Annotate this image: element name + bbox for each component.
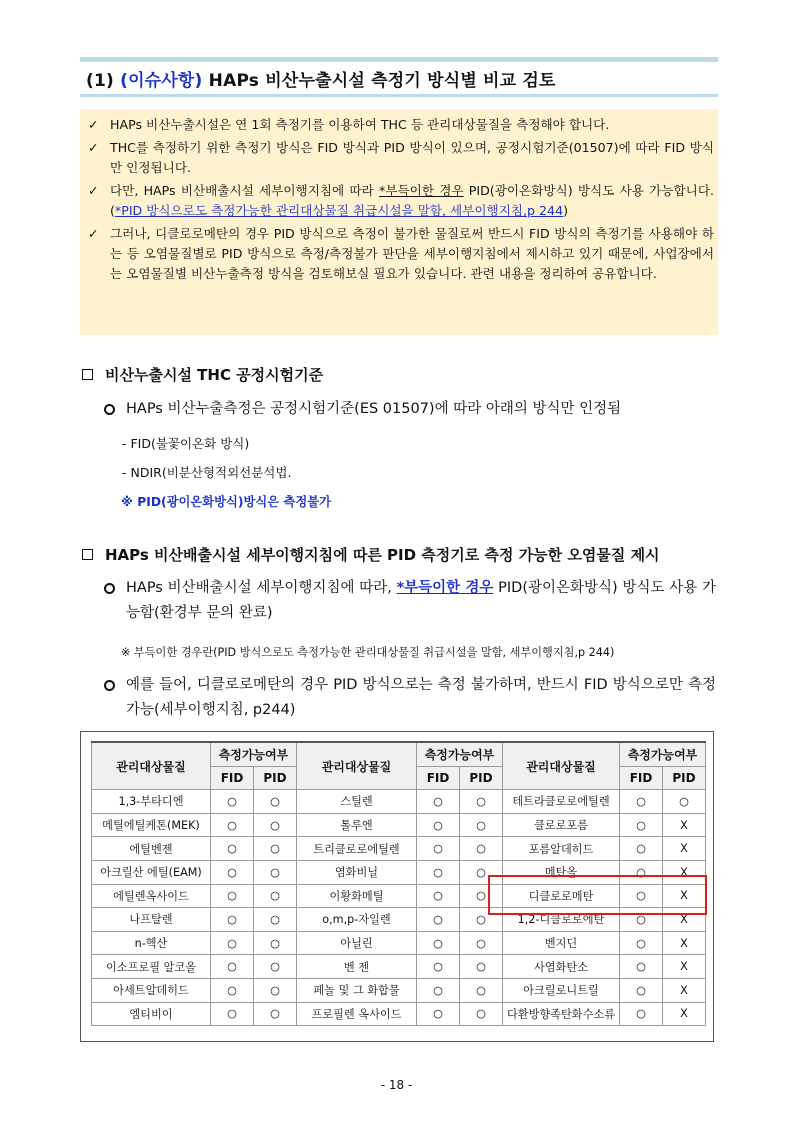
- table-row: [92, 790, 706, 814]
- fid-cell: ○: [211, 908, 254, 932]
- fid-cell: ○: [620, 860, 663, 884]
- substance-cell: 에틸렌옥사이드: [92, 884, 211, 908]
- pid-cell: ○: [460, 884, 503, 908]
- summary-item: [88, 224, 714, 284]
- col-header-pid: PID: [254, 766, 297, 790]
- bullet-text: 예를 들어, 디클로로메탄의 경우 PID 방식으로는 측정 불가하며, 반드시 FID 방식으로만 측정 가능(세부이행지침, p244): [126, 677, 716, 718]
- substance-cell: n-헥산: [92, 931, 211, 955]
- pid-cell: ○: [254, 978, 297, 1002]
- fid-cell: ○: [211, 860, 254, 884]
- fid-cell: ○: [417, 908, 460, 932]
- unavoidable-case-link[interactable]: *부득이한 경우: [396, 580, 494, 596]
- pid-cell: ○: [460, 813, 503, 837]
- dichloromethane-highlight-box: [488, 875, 707, 915]
- substance-cell: 아크릴로니트릴: [503, 978, 620, 1002]
- substance-cell: 스틸렌: [297, 790, 417, 814]
- pid-cell: ○: [254, 1002, 297, 1026]
- summary-text-part: 다만, HAPs 비산배출시설 세부이행지침에 따라: [110, 183, 380, 198]
- fid-cell: ○: [620, 955, 663, 979]
- check-icon: ✓: [88, 226, 99, 241]
- fid-cell: ○: [417, 813, 460, 837]
- summary-text: HAPs 비산누출시설은 연 1회 측정기를 이용하여 THC 등 관리대상물질을 측정해야 합니다.: [110, 117, 610, 132]
- substance-cell: 나프탈렌: [92, 908, 211, 932]
- table-row: [92, 813, 706, 837]
- pid-cell: ○: [460, 790, 503, 814]
- summary-item: [88, 138, 714, 178]
- fid-cell: ○: [620, 837, 663, 861]
- unavoidable-case-term: *부득이한 경우: [379, 183, 464, 198]
- method-fid: - FID(불꽃이온화 방식): [122, 436, 250, 451]
- pid-cell: ○: [254, 908, 297, 932]
- bullet-text: HAPs 비산누출측정은 공정시험기준(ES 01507)에 따라 아래의 방식만 인정됨: [126, 401, 622, 417]
- fid-cell: ○: [620, 790, 663, 814]
- check-icon: ✓: [88, 140, 99, 155]
- col-header-fid: FID: [211, 766, 254, 790]
- table-row: [92, 837, 706, 861]
- substance-cell: 디클로로메탄: [503, 884, 620, 908]
- bullet-text-part: PID(광이온화방식) 방식도 사용 가능함(환경부 문의 완료): [126, 580, 716, 621]
- check-icon: ✓: [88, 183, 99, 198]
- pid-cell: ○: [254, 813, 297, 837]
- table-row: [92, 931, 706, 955]
- fid-cell: ○: [417, 1002, 460, 1026]
- substance-cell: 1,2-디클로로에탄: [503, 908, 620, 932]
- substance-cell: 이소프로필 알코올: [92, 955, 211, 979]
- col-header-pid: PID: [460, 766, 503, 790]
- pid-cell: X: [663, 1002, 706, 1026]
- substance-cell: 벤지딘: [503, 931, 620, 955]
- substance-cell: o,m,p-자일렌: [297, 908, 417, 932]
- pid-not-allowed-note: ※ PID(광이온화방식)방식은 측정불가: [121, 495, 331, 509]
- pid-definition-link[interactable]: *PID 방식으로도 측정가능한 관리대상물질 취급시설을 말함, 세부이행지침,p 244: [114, 203, 564, 218]
- unavoidable-case-note: ※ 부득이한 경우란(PID 방식으로도 측정가능한 관리대상물질 취급시설을 말함, 세부이행지침,p 244): [121, 646, 615, 659]
- pid-cell: ○: [663, 790, 706, 814]
- pid-cell: X: [663, 908, 706, 932]
- substance-cell: 메탄올: [503, 860, 620, 884]
- substance-cell: 클로로포름: [503, 813, 620, 837]
- fid-cell: ○: [620, 884, 663, 908]
- fid-cell: ○: [417, 790, 460, 814]
- summary-text-part: ): [563, 203, 569, 218]
- bullet-text: [126, 576, 716, 626]
- fid-cell: ○: [211, 1002, 254, 1026]
- fid-cell: ○: [417, 978, 460, 1002]
- fid-cell: ○: [211, 978, 254, 1002]
- summary-text: [110, 181, 714, 221]
- pid-cell: X: [663, 931, 706, 955]
- substance-cell: 에틸벤젠: [92, 837, 211, 861]
- col-header-substance: 관리대상물질: [503, 742, 620, 790]
- title-text: HAPs 비산누출시설 측정기 방식별 비교 검토: [208, 71, 556, 91]
- checkbox-square-icon: [82, 549, 93, 560]
- substance-cell: 다환방향족탄화수소류: [503, 1002, 620, 1026]
- pid-cell: X: [663, 837, 706, 861]
- pid-cell: ○: [460, 837, 503, 861]
- section-heading-thc: [82, 364, 323, 385]
- section2-bullet: [104, 673, 716, 723]
- fid-cell: ○: [620, 978, 663, 1002]
- pid-cell: ○: [254, 931, 297, 955]
- table-row: [92, 1002, 706, 1026]
- col-header-fid: FID: [620, 766, 663, 790]
- pid-cell: ○: [254, 860, 297, 884]
- circle-bullet-icon: [104, 680, 115, 691]
- fid-cell: ○: [211, 813, 254, 837]
- section2-bullet: [104, 576, 716, 626]
- page-title: [86, 66, 556, 91]
- summary-item: [88, 115, 714, 135]
- substance-cell: 아닐린: [297, 931, 417, 955]
- table-row: [92, 955, 706, 979]
- section-title: 비산누출시설 THC 공정시험기준: [105, 366, 324, 384]
- summary-text: THC를 측정하기 위한 측정기 방식은 FID 방식과 PID 방식이 있으며, 공정시험기준(01507)에 따라 FID 방식만 인정됩니다.: [110, 140, 714, 175]
- header-bar-bottom: [80, 94, 718, 97]
- col-header-measurable: 측정가능여부: [620, 742, 706, 766]
- summary-text: 그러나, 디클로로메탄의 경우 PID 방식으로 측정이 불가한 물질로써 반드시 FID 방식의 측정기를 사용해야 하는 등 오염물질별로 PID 방식으로 측정/측정불가 판단을 세부이행지침에서 제시하고 있기 때문에, 사업장에서는 오염물질별 비산누출측정 방식을 검토해보실 필요가 있습니다. 관련 내용을 정리하여 공유합니다.: [110, 226, 714, 281]
- substance-cell: 아세트알데히드: [92, 978, 211, 1002]
- section-title: HAPs 비산배출시설 세부이행지침에 따른 PID 측정기로 측정 가능한 오염물질 제시: [105, 546, 660, 564]
- fid-cell: ○: [211, 931, 254, 955]
- pid-cell: ○: [460, 931, 503, 955]
- pid-cell: X: [663, 955, 706, 979]
- title-issue-label: (이슈사항): [120, 71, 203, 91]
- fid-cell: ○: [417, 837, 460, 861]
- fid-cell: ○: [211, 837, 254, 861]
- col-header-substance: 관리대상물질: [297, 742, 417, 790]
- fid-cell: ○: [620, 813, 663, 837]
- fid-cell: ○: [417, 860, 460, 884]
- summary-text-part: PID(광이온화방식) 방식도 사용 가능합니다. (: [110, 183, 714, 218]
- summary-box: [80, 109, 718, 335]
- substance-cell: 톨루엔: [297, 813, 417, 837]
- substance-cell: 트리클로로에틸렌: [297, 837, 417, 861]
- check-icon: ✓: [88, 117, 99, 132]
- fid-cell: ○: [620, 931, 663, 955]
- substance-cell: 테트라클로로에틸렌: [503, 790, 620, 814]
- pid-cell: ○: [460, 955, 503, 979]
- fid-cell: ○: [211, 955, 254, 979]
- substance-cell: 메틸에틸케톤(MEK): [92, 813, 211, 837]
- fid-cell: ○: [211, 790, 254, 814]
- substance-cell: 사염화탄소: [503, 955, 620, 979]
- pid-cell: ○: [460, 978, 503, 1002]
- pid-cell: ○: [460, 1002, 503, 1026]
- col-header-measurable: 측정가능여부: [417, 742, 503, 766]
- circle-bullet-icon: [104, 583, 115, 594]
- bullet-text-part: HAPs 비산배출시설 세부이행지침에 따라,: [126, 580, 397, 596]
- pid-cell: X: [663, 978, 706, 1002]
- checkbox-square-icon: [82, 369, 93, 380]
- substance-cell: 벤 젠: [297, 955, 417, 979]
- fid-cell: ○: [620, 908, 663, 932]
- substance-cell: 엠티비이: [92, 1002, 211, 1026]
- col-header-fid: FID: [417, 766, 460, 790]
- header-bar-top: [80, 57, 718, 62]
- fid-cell: ○: [211, 884, 254, 908]
- substance-cell: 이황화메틸: [297, 884, 417, 908]
- circle-bullet-icon: [104, 404, 115, 415]
- substance-cell: 프로필렌 옥사이드: [297, 1002, 417, 1026]
- col-header-substance: 관리대상물질: [92, 742, 211, 790]
- substance-cell: 염화비닐: [297, 860, 417, 884]
- pid-cell: ○: [254, 837, 297, 861]
- title-number: (1): [86, 71, 114, 91]
- pid-cell: ○: [254, 884, 297, 908]
- method-ndir: - NDIR(비분산형적외선분석법.: [122, 465, 292, 480]
- substance-cell: 포름알데히드: [503, 837, 620, 861]
- section-heading-pid: [82, 544, 660, 565]
- pid-cell: X: [663, 813, 706, 837]
- fid-cell: ○: [417, 884, 460, 908]
- summary-item: [88, 181, 714, 221]
- fid-cell: ○: [620, 1002, 663, 1026]
- substance-cell: 아크릴산 에틸(EAM): [92, 860, 211, 884]
- col-header-measurable: 측정가능여부: [211, 742, 297, 766]
- substance-cell: 페놀 및 그 화합물: [297, 978, 417, 1002]
- substance-cell: 1,3-부타디엔: [92, 790, 211, 814]
- pid-cell: ○: [460, 908, 503, 932]
- pid-cell: ○: [254, 955, 297, 979]
- fid-cell: ○: [417, 955, 460, 979]
- pid-cell: ○: [254, 790, 297, 814]
- table-row: [92, 978, 706, 1002]
- page-number: - 18 -: [380, 1078, 413, 1092]
- pid-cell: X: [663, 860, 706, 884]
- section1-bullet: [104, 397, 716, 422]
- fid-cell: ○: [417, 931, 460, 955]
- pid-cell: ○: [460, 860, 503, 884]
- pid-cell: X: [663, 884, 706, 908]
- col-header-pid: PID: [663, 766, 706, 790]
